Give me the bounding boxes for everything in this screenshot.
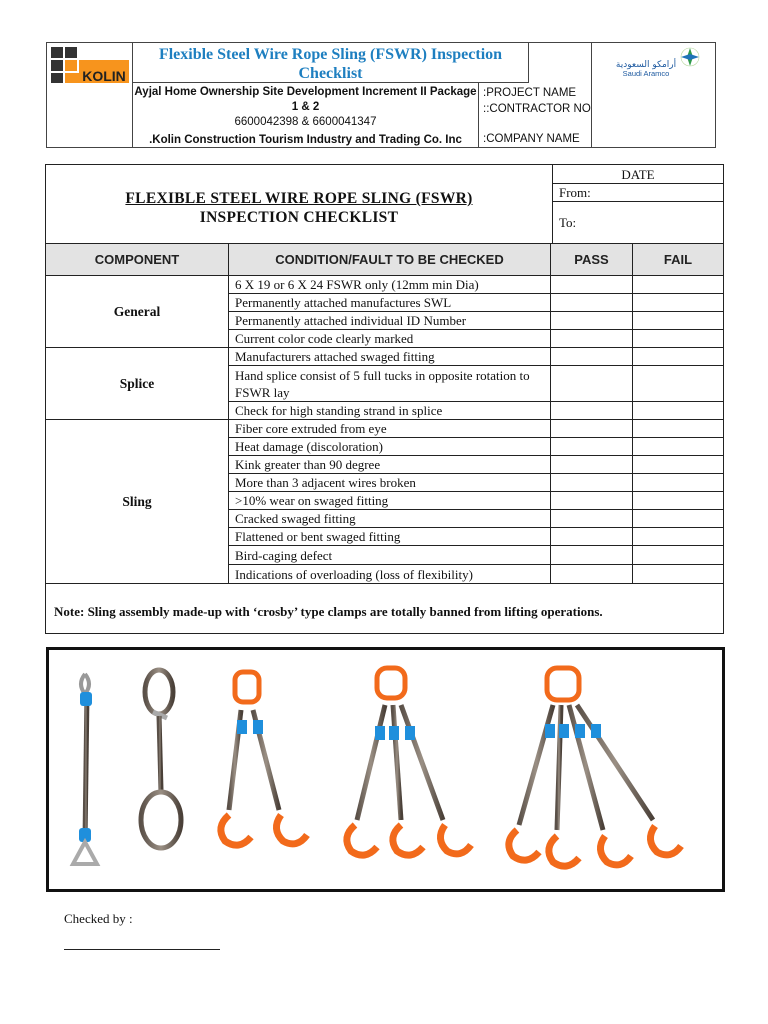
pass-cell[interactable] (551, 420, 633, 437)
fail-cell[interactable] (633, 330, 723, 347)
pass-cell[interactable] (551, 546, 633, 564)
table-row (229, 420, 723, 438)
pass-cell[interactable] (551, 348, 633, 365)
checklist-title-line-2: INSPECTION CHECKLIST (199, 209, 399, 226)
condition-text: Current color code clearly marked (229, 330, 551, 347)
pass-cell[interactable] (551, 474, 633, 491)
table-row (229, 276, 723, 294)
condition-text: More than 3 adjacent wires broken (229, 474, 551, 491)
condition-text: Indications of overloading (loss of flexibility) (229, 565, 551, 583)
table-row (229, 366, 723, 402)
component-group-sling: Sling (46, 420, 229, 584)
fail-cell[interactable] (633, 528, 723, 545)
fail-cell[interactable] (633, 294, 723, 311)
column-header-condition: CONDITION/FAULT TO BE CHECKED (229, 244, 551, 276)
to-field[interactable]: To: (553, 202, 723, 244)
pass-cell[interactable] (551, 438, 633, 455)
inspection-checklist-table (45, 164, 724, 634)
contractor-no-label: ::CONTRACTOR NO (483, 103, 591, 115)
column-header-component: COMPONENT (46, 244, 229, 276)
kolin-logo (51, 47, 129, 83)
pass-cell[interactable] (551, 330, 633, 347)
condition-text: Cracked swaged fitting (229, 510, 551, 527)
table-row (229, 528, 723, 546)
signature-line[interactable] (64, 949, 220, 950)
fail-cell[interactable] (633, 366, 723, 401)
checklist-title-line-1: FLEXIBLE STEEL WIRE ROPE SLING (FSWR) (125, 190, 473, 207)
pass-cell[interactable] (551, 510, 633, 527)
table-row (229, 510, 723, 528)
header-title: Flexible Steel Wire Rope Sling (FSWR) Inspection Checklist (133, 43, 529, 83)
three-leg-hook-sling (347, 668, 471, 855)
fail-cell[interactable] (633, 276, 723, 293)
contract-numbers: 6600042398 & 6600041347 (234, 116, 377, 128)
pass-cell[interactable] (551, 528, 633, 545)
field-labels-cell (479, 83, 591, 147)
table-row (229, 565, 723, 584)
condition-text: Fiber core extruded from eye (229, 420, 551, 437)
aramco-logo (612, 45, 704, 79)
sling-types-photo (46, 647, 725, 892)
sling-illustration (49, 650, 722, 889)
condition-text: Hand splice consist of 5 full tucks in opposite rotation to FSWR lay (229, 366, 551, 401)
fail-cell[interactable] (633, 312, 723, 329)
project-line-1: Ayjal Home Ownership Site Development Increment II Package (134, 86, 477, 98)
table-row (229, 492, 723, 510)
company-line: .Kolin Construction Tourism Industry and Trading Co. Inc (149, 134, 462, 146)
single-leg-thimble-sling (73, 674, 97, 864)
table-row (229, 474, 723, 492)
fail-cell[interactable] (633, 492, 723, 509)
company-name-label: :COMPANY NAME (483, 133, 580, 145)
fail-cell[interactable] (633, 546, 723, 564)
condition-text: Flattened or bent swaged fitting (229, 528, 551, 545)
table-row (229, 330, 723, 348)
condition-text: Permanently attached manufactures SWL (229, 294, 551, 311)
document-header (46, 42, 716, 148)
fail-cell[interactable] (633, 456, 723, 473)
table-row (229, 312, 723, 330)
pass-cell[interactable] (551, 276, 633, 293)
fail-cell[interactable] (633, 474, 723, 491)
condition-text: Heat damage (discoloration) (229, 438, 551, 455)
table-row (229, 294, 723, 312)
fail-cell[interactable] (633, 402, 723, 419)
pass-cell[interactable] (551, 492, 633, 509)
project-line-2: 1 & 2 (291, 101, 320, 113)
pass-cell[interactable] (551, 565, 633, 583)
single-leg-soft-eye-sling (141, 670, 181, 848)
condition-text: Permanently attached individual ID Number (229, 312, 551, 329)
pass-cell[interactable] (551, 312, 633, 329)
component-group-splice: Splice (46, 348, 229, 420)
pass-cell[interactable] (551, 402, 633, 419)
pass-cell[interactable] (551, 294, 633, 311)
column-header-fail: FAIL (633, 244, 723, 276)
project-name-label: :PROJECT NAME (483, 87, 577, 99)
date-label: DATE (553, 165, 723, 184)
condition-text: >10% wear on swaged fitting (229, 492, 551, 509)
aramco-arabic-text: أرامكو السعودية (615, 60, 677, 70)
four-leg-hook-sling (509, 668, 681, 866)
table-row (229, 348, 723, 366)
checked-by-label: Checked by : (64, 911, 133, 926)
component-group-general: General (46, 276, 229, 348)
table-row (229, 438, 723, 456)
safety-note: Note: Sling assembly made-up with ‘crosby’ type clamps are totally banned from lifting operations. (54, 604, 603, 619)
table-row (229, 456, 723, 474)
aramco-english-text: Saudi Aramco (622, 69, 670, 78)
pass-cell[interactable] (551, 366, 633, 401)
pass-cell[interactable] (551, 456, 633, 473)
table-row (229, 402, 723, 420)
checklist-title (46, 165, 553, 244)
from-field[interactable]: From: (553, 184, 723, 202)
condition-text: Check for high standing strand in splice (229, 402, 551, 419)
fail-cell[interactable] (633, 420, 723, 437)
two-leg-hook-sling (221, 672, 307, 845)
fail-cell[interactable] (633, 438, 723, 455)
fail-cell[interactable] (633, 510, 723, 527)
fail-cell[interactable] (633, 348, 723, 365)
kolin-logo-cell (47, 43, 133, 147)
fail-cell[interactable] (633, 565, 723, 583)
project-info-cell (133, 83, 479, 147)
column-header-pass: PASS (551, 244, 633, 276)
table-row (229, 546, 723, 565)
kolin-logo-text: KOLIN (82, 68, 126, 83)
condition-text: Bird-caging defect (229, 546, 551, 564)
condition-text: Manufacturers attached swaged fitting (229, 348, 551, 365)
condition-text: 6 X 19 or 6 X 24 FSWR only (12mm min Dia) (229, 276, 551, 293)
aramco-logo-cell (591, 43, 715, 147)
condition-text: Kink greater than 90 degree (229, 456, 551, 473)
